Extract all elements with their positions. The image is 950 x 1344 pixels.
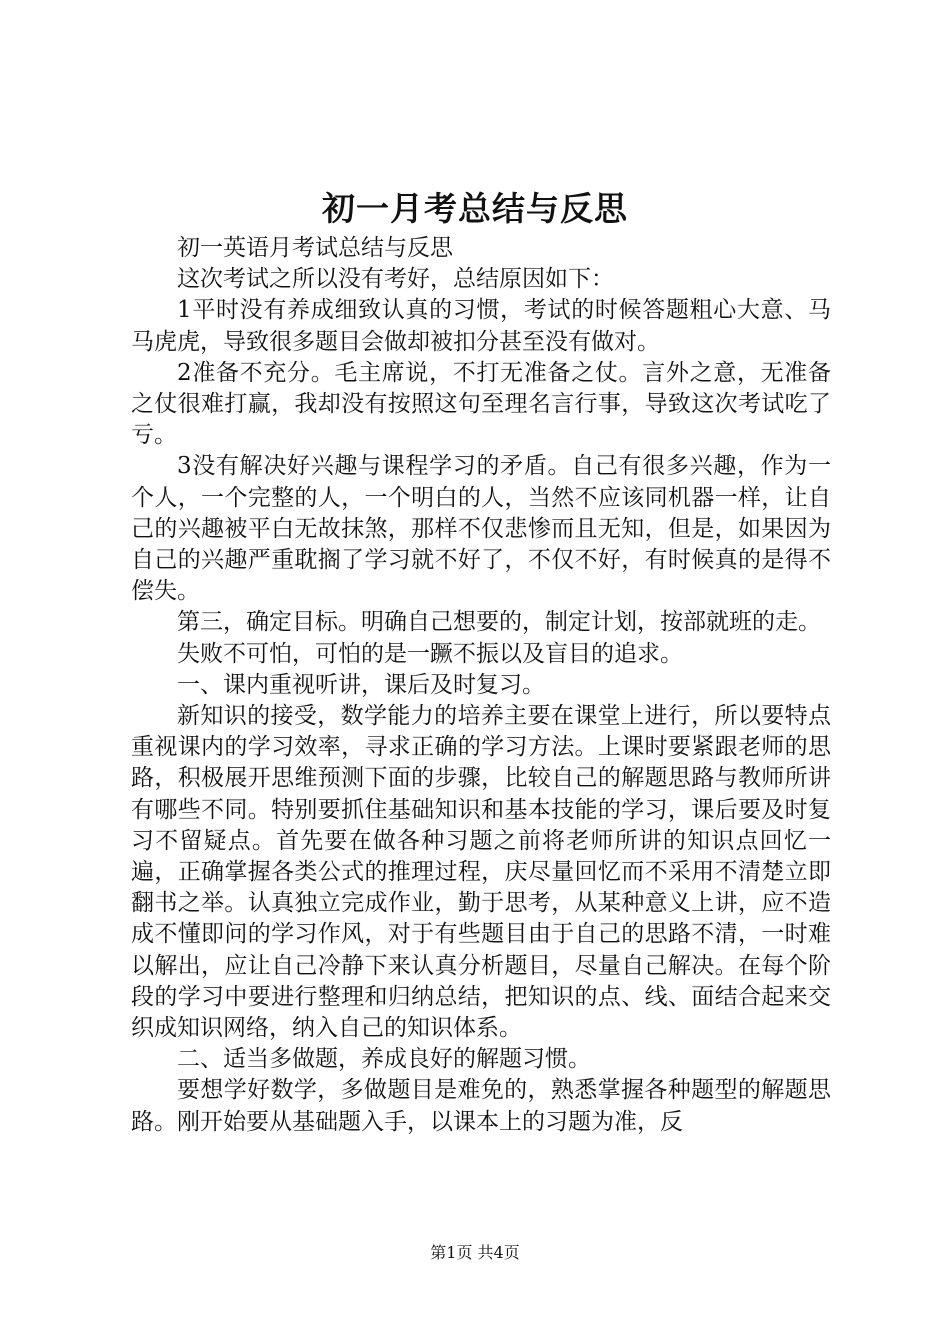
paragraph: 要想学好数学，多做题目是难免的，熟悉掌握各种题型的解题思路。刚开始要从基础题入手，以课本上的习题为准，反: [131, 1077, 831, 1135]
paragraph: 1平时没有养成细致认真的习惯，考试的时候答题粗心大意、马马虎虎，导致很多题目会做却被扣分甚至没有做对。: [131, 297, 831, 355]
paragraph: 3没有解决好兴趣与课程学习的矛盾。自己有很多兴趣，作为一个人，一个完整的人，一个明白的人，当然不应该同机器一样，让自己的兴趣被平白无故抹煞，那样不仅悲惨而且无知，但是，如果因为自己的兴趣严重耽搁了学习就不好了，不仅不好，有时候真的是得不偿失。: [131, 453, 831, 605]
paragraph: 失败不可怕，可怕的是一蹶不振以及盲目的追求。: [177, 640, 683, 667]
paragraph: 2准备不充分。毛主席说，不打无准备之仗。言外之意，无准备之仗很难打赢，我却没有按照这句至理名言行事，导致这次考试吃了亏。: [131, 359, 831, 449]
paragraph: 这次考试之所以没有考好，总结原因如下：: [177, 266, 614, 293]
document-body: [131, 233, 831, 1138]
page-number-footer: 第1页 共4页: [430, 1243, 520, 1262]
document-title: 初一月考总结与反思: [322, 189, 628, 228]
section-heading: 一、课内重视听讲，课后及时复习。: [177, 671, 545, 698]
section-heading: 二、适当多做题，养成良好的解题习惯。: [177, 1046, 591, 1073]
paragraph: 新知识的接受，数学能力的培养主要在课堂上进行，所以要特点重视课内的学习效率，寻求正确的学习方法。上课时要紧跟老师的思路，积极展开思维预测下面的步骤，比较自己的解题思路与教师所讲有哪些不同。特别要抓住基础知识和基本技能的学习，课后要及时复习不留疑点。首先要在做各种习题之前将老师所讲的知识点回忆一遍，正确掌握各类公式的推理过程，庆尽量回忆而不采用不清楚立即翻书之举。认真独立完成作业，勤于思考，从某种意义上讲，应不造成不懂即问的学习作风，对于有些题目由于自己的思路不清，一时难以解出，应让自己冷静下来认真分析题目，尽量自己解决。在每个阶段的学习中要进行整理和归纳总结，把知识的点、线、面结合起来交织成知识网络，纳入自己的知识体系。: [131, 703, 831, 1042]
paragraph: 第三，确定目标。明确自己想要的，制定计划，按部就班的走。: [177, 609, 821, 636]
paragraph: 初一英语月考试总结与反思: [177, 235, 453, 261]
